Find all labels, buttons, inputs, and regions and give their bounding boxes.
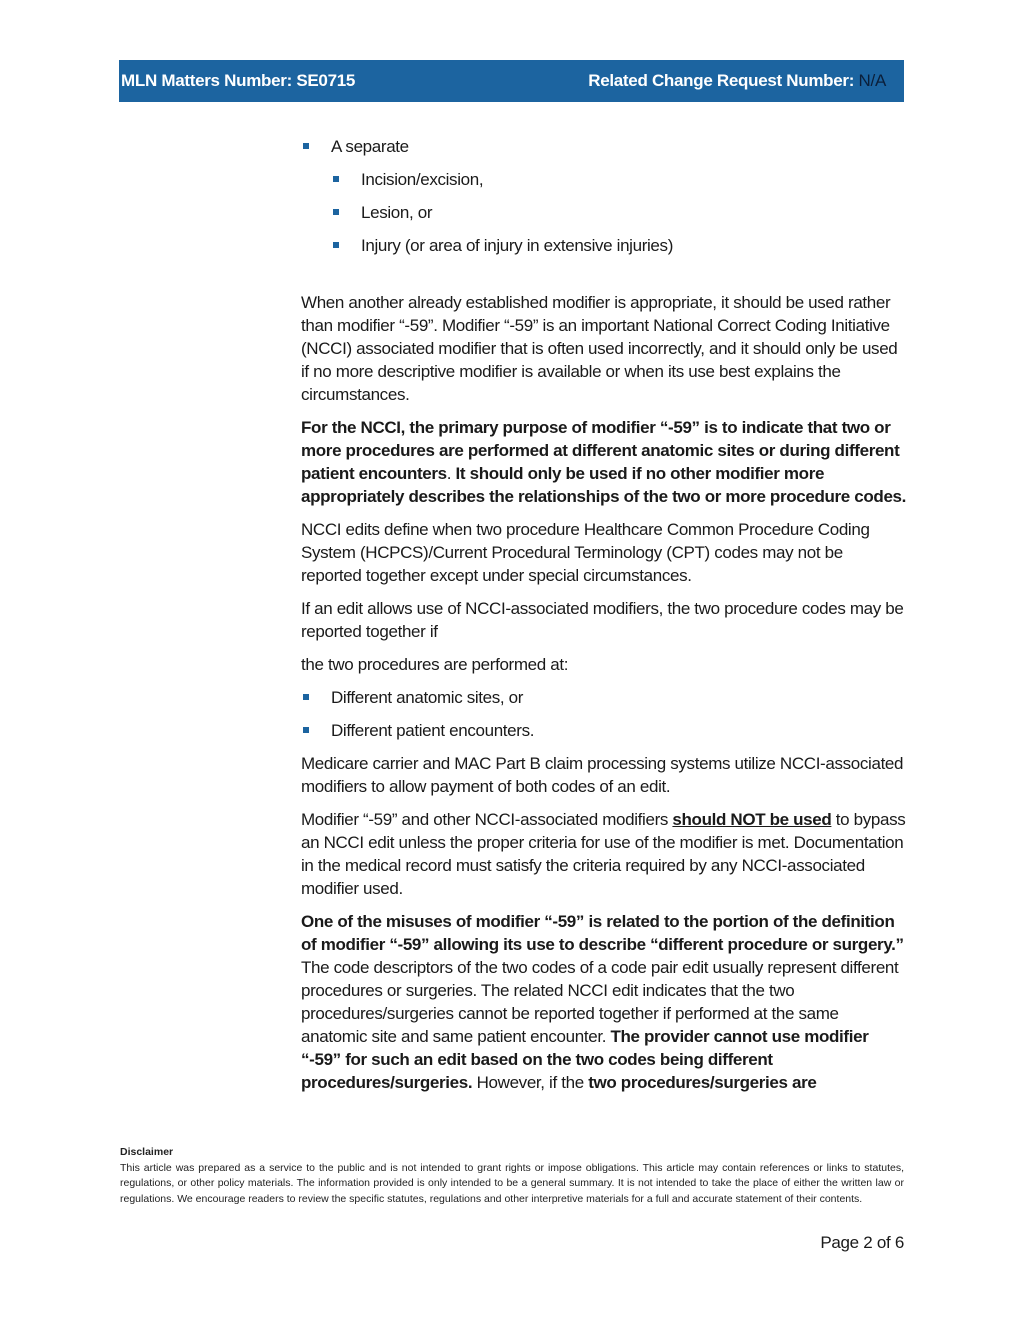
list-item-text: Different anatomic sites, or (331, 688, 524, 707)
list-item (301, 686, 907, 709)
text: Modifier “-59” and other NCCI-associated modifiers (301, 810, 673, 829)
disclaimer-title: Disclaimer (120, 1146, 174, 1158)
text: However, if the (472, 1073, 589, 1092)
text: The code descriptors of the two codes of a code pair edit usually represent different procedures or surgeries. The related NCCI edit indicates that the two procedures/surgeries cannot be reported together if performed at the same anatomic site and same patient encounter. (301, 958, 899, 1046)
paragraph-ncci-edits: NCCI edits define when two procedure Healthcare Common Procedure Coding System (HCPCS)/Current Procedural Terminology (CPT) codes may not be reported together except under special circumstances. (301, 520, 870, 585)
square-bullet-icon (333, 242, 339, 248)
paragraph-edit-allows: If an edit allows use of NCCI-associated modifiers, the two procedure codes may be reported together if (301, 599, 904, 641)
list-item-text: Different patient encounters. (331, 721, 535, 740)
related-change-request (588, 71, 886, 91)
list-item (301, 201, 907, 224)
text: to bypass an NCCI edit unless the proper criteria for use of the modifier is met. Documentation in the medical record must satisfy the criteria required by any NCCI-associated modifier used. (301, 810, 906, 898)
paragraph-claim-processing: Medicare carrier and MAC Part B claim processing systems utilize NCCI-associated modifiers to allow payment of both codes of an edit. (301, 754, 904, 796)
list-item (301, 135, 907, 158)
square-bullet-icon (333, 209, 339, 215)
square-bullet-icon (303, 727, 309, 733)
list-item (301, 168, 907, 191)
emphasis-text: should NOT be used (672, 810, 832, 829)
page-number: Page 2 of 6 (820, 1233, 904, 1252)
bold-text: For the NCCI, the primary purpose of modifier “-59” is to indicate that two or more procedures are performed at different anatomic sites or during different patient encounters (301, 418, 900, 483)
disclaimer-text: This article was prepared as a service to the public and is not intended to grant rights or impose obligations. This article may contain references or links to statutes, regulations, or other policy materials. The information provided is only intended to be a general summary. It is not intended to take the place of either the written law or regulations. We encourage readers to review the specific statutes, regulations and other interpretive materials for a full and accurate statement of their contents. (120, 1161, 904, 1205)
paragraph-performed-at: the two procedures are performed at: (301, 655, 569, 674)
header-bar (119, 60, 904, 102)
bold-text: The provider cannot use modifier “-59” for such an edit based on the two codes being different procedures/surgeries. (301, 1027, 869, 1092)
square-bullet-icon (303, 143, 309, 149)
disclaimer (120, 1145, 904, 1207)
crn-value: N/A (858, 71, 886, 90)
list-item-text: Incision/excision, (361, 170, 484, 189)
bold-text: two procedures/surgeries are (588, 1073, 817, 1092)
list-item-text: Injury (or area of injury in extensive injuries) (361, 236, 674, 255)
square-bullet-icon (303, 694, 309, 700)
paragraph-ncci-purpose (301, 416, 907, 508)
paragraph-misuses (301, 910, 907, 1094)
text: . (446, 464, 456, 483)
list-item (301, 719, 907, 742)
crn-label: Related Change Request Number: (588, 71, 855, 90)
mln-matters-number: MLN Matters Number: SE0715 (121, 71, 356, 90)
paragraph-should-not-bypass (301, 808, 907, 900)
paragraph-modifier-usage: When another already established modifier is appropriate, it should be used rather than modifier “-59”. Modifier “-59” is an important National Correct Coding Initiative (NCCI) associated modifier that is often used incorrectly, and it should only be used if no more descriptive modifier is available or when its use best explains the circumstances. (301, 293, 898, 404)
list-item (301, 234, 907, 257)
list-item-text: A separate (331, 137, 409, 156)
bold-text: One of the misuses of modifier “-59” is related to the portion of the definition of modifier “-59” allowing its use to describe “different procedure or surgery.” (301, 912, 904, 954)
list-item-text: Lesion, or (361, 203, 433, 222)
square-bullet-icon (333, 176, 339, 182)
bold-text: It should only be used if no other modifier more appropriately describes the relationships of the two or more procedure codes. (301, 464, 907, 506)
article-body (301, 135, 907, 1104)
